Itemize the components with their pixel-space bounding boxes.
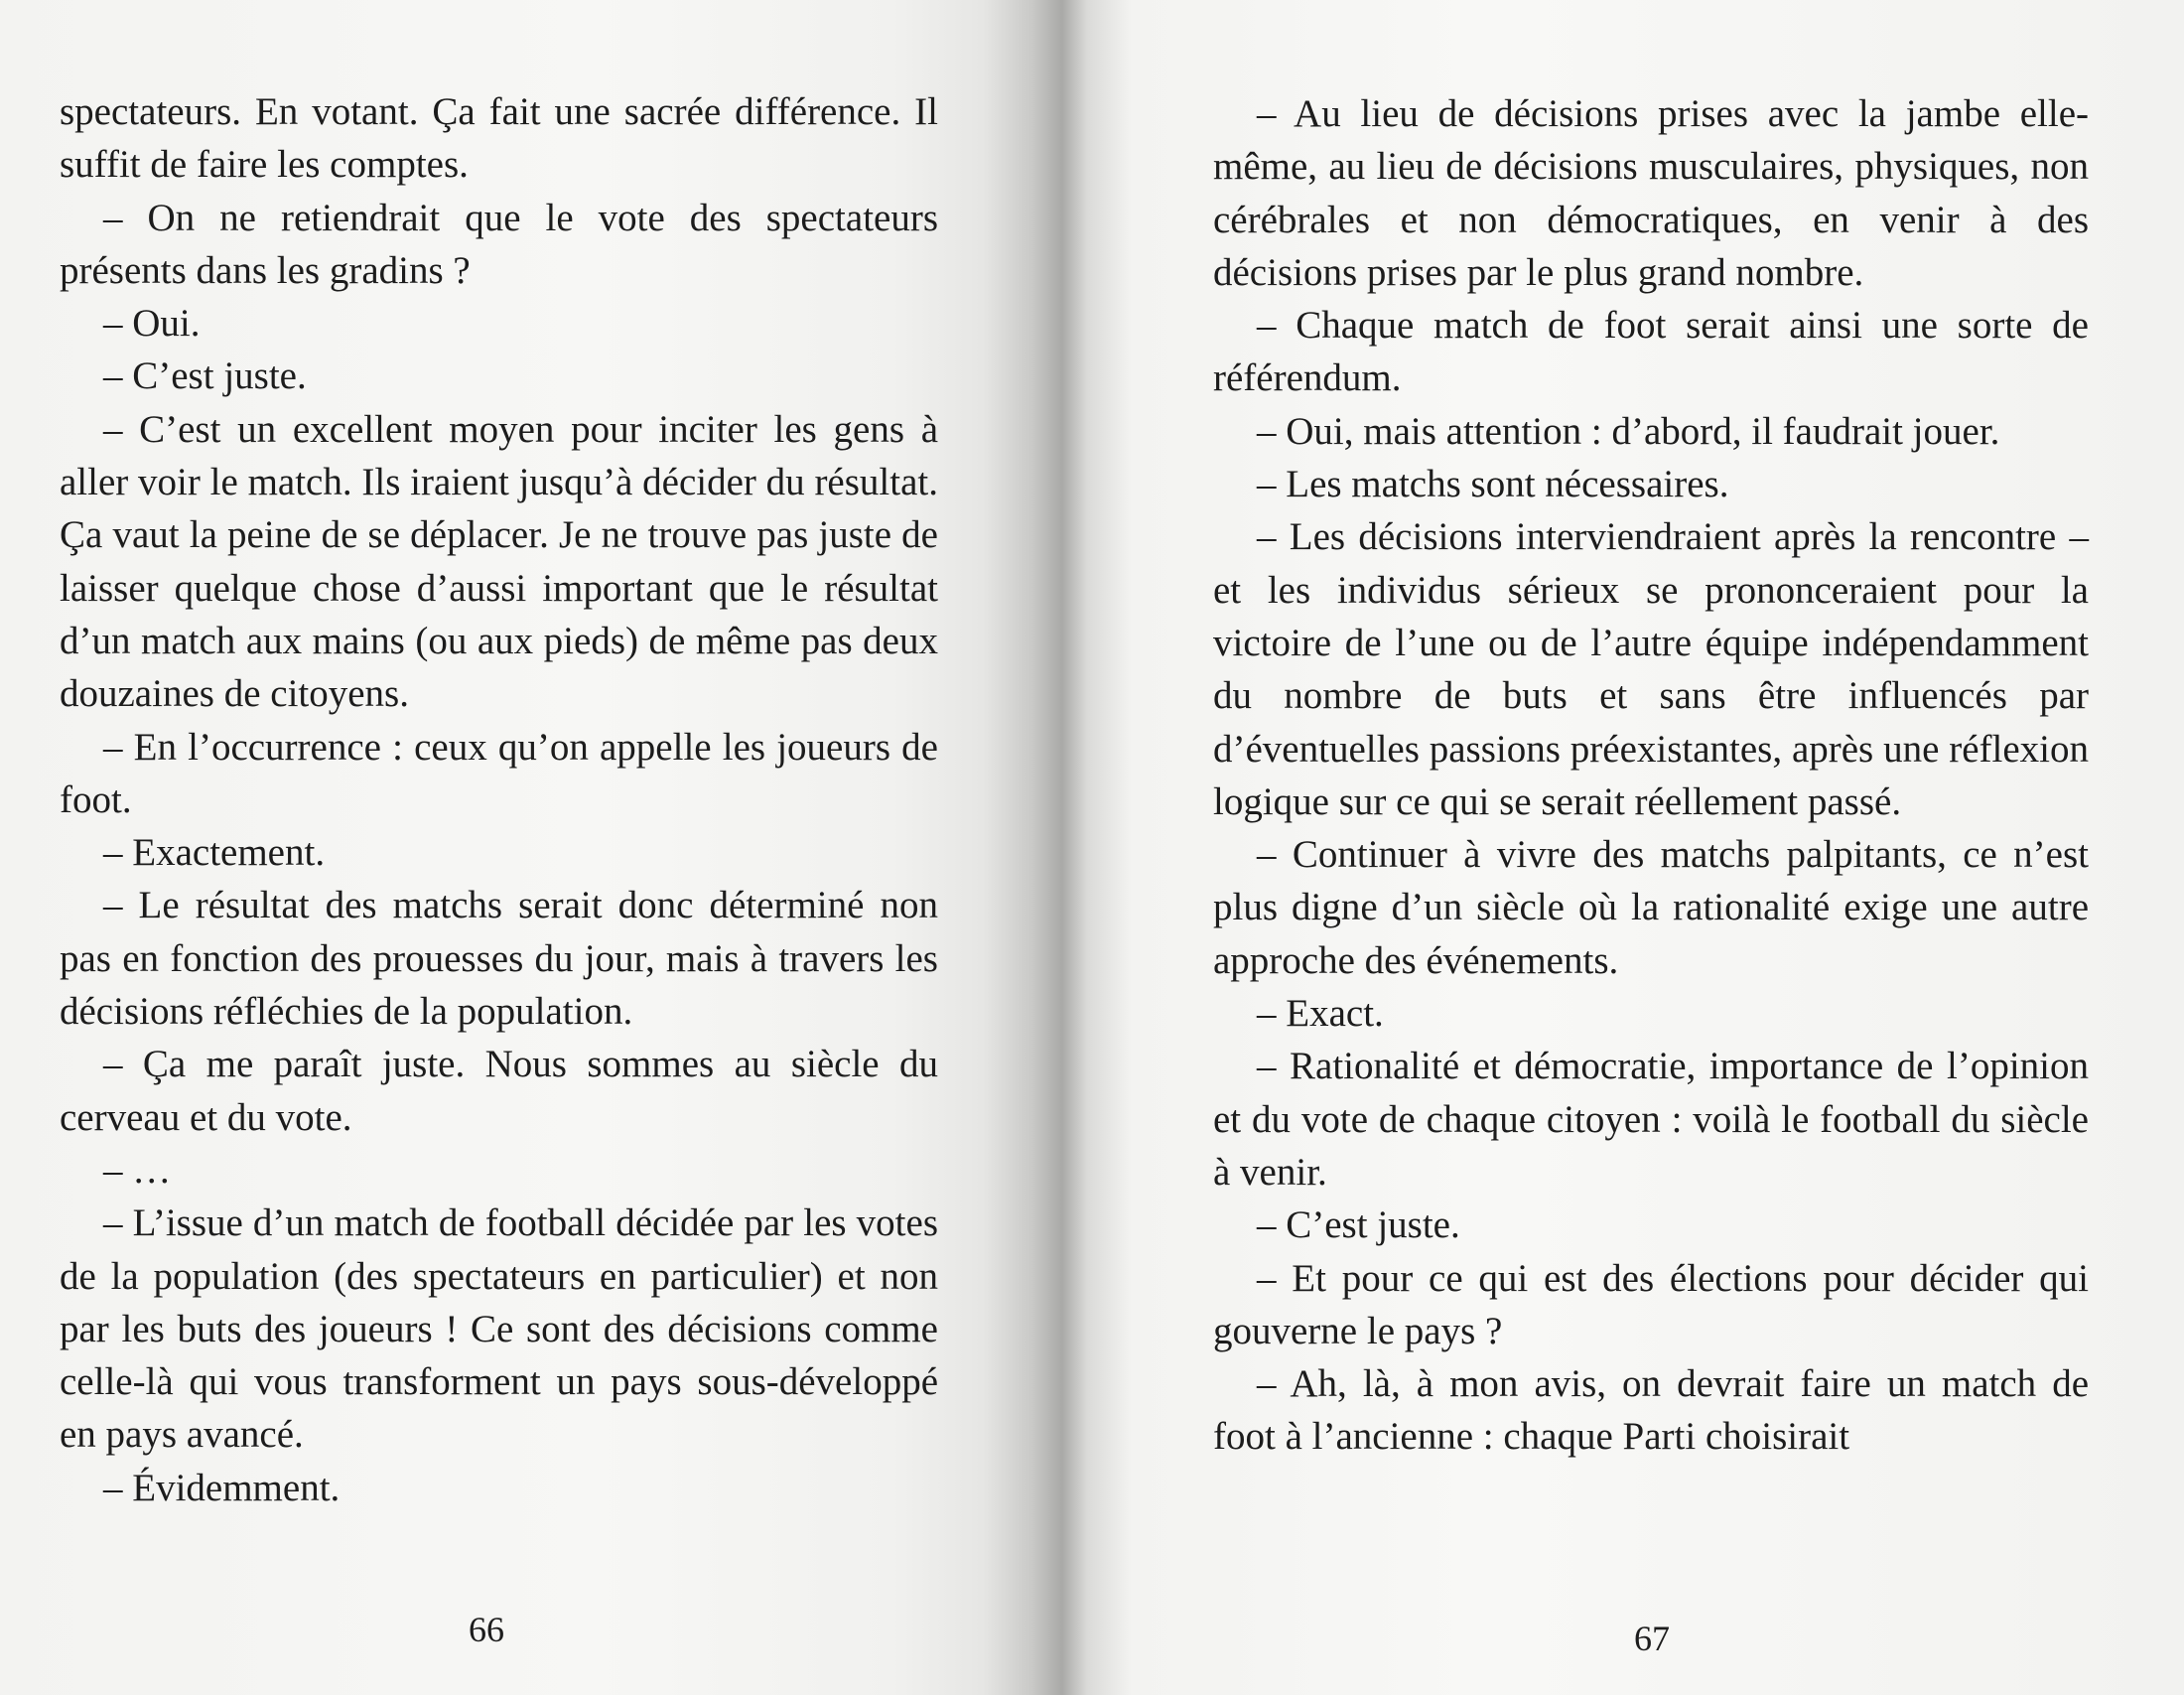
paragraph: – Au lieu de décisions prises avec la jambe elle-même, au lieu de décisions musculaires, physiques, non cérébrales et non démocratiques, en venir à des décisions prises par le plus grand nombre. — [1213, 92, 2089, 294]
paragraph: – Ça me paraît juste. Nous sommes au siècle du cerveau et du vote. — [60, 1043, 938, 1139]
paragraph: – … — [103, 1148, 172, 1192]
left-page-text — [60, 85, 938, 1514]
paragraph: – C’est juste. — [1257, 1203, 1460, 1247]
right-page-text — [1213, 87, 2089, 1464]
paragraph: – L’issue d’un match de football décidée par les votes de la population (des spectateurs en particulier) et non par les buts des joueurs ! Ce sont des décisions comme celle-là qui vous transforment un pays sous-développé en pays avancé. — [60, 1201, 938, 1457]
page-number-left: 66 — [469, 1610, 504, 1649]
page-number-right: 67 — [1634, 1619, 1670, 1658]
paragraph: spectateurs. En votant. Ça fait une sacrée différence. Il suffit de faire les comptes. — [60, 90, 938, 187]
paragraph: – C’est un excellent moyen pour inciter les gens à aller voir le match. Ils iraient jusqu’à décider du résultat. Ça vaut la peine de se déplacer. Je ne trouve pas juste de laisser quelque chose d’aussi important que le résultat d’un match aux mains (ou aux pieds) de même pas deux douzaines de citoyens. — [60, 407, 938, 716]
paragraph: – Le résultat des matchs serait donc déterminé non pas en fonction des prouesses du jour, mais à travers les décisions réfléchies de la population. — [60, 884, 938, 1034]
paragraph: – C’est juste. — [103, 354, 307, 398]
paragraph: – Exactement. — [103, 831, 326, 875]
paragraph: – Ah, là, à mon avis, on devrait faire un match de foot à l’ancienne : chaque Parti choisirait — [1213, 1362, 2089, 1459]
paragraph: – Continuer à vivre des matchs palpitants, ce n’est plus digne d’un siècle où la rationalité exige une autre approche des événements. — [1213, 833, 2089, 982]
paragraph: – Oui. — [103, 302, 201, 346]
paragraph: – Et pour ce qui est des élections pour décider qui gouverne le pays ? — [1213, 1256, 2089, 1352]
paragraph: – Les décisions interviendraient après la rencontre – et les individus sérieux se prononceraient pour la victoire de l’une ou de l’autre équipe indépendamment du nombre de buts et sans être influencés par d’éventuelles passions préexistantes, après une réflexion logique sur ce qui se serait réellement passé. — [1213, 515, 2089, 823]
paragraph: – Oui, mais attention : d’abord, il faudrait jouer. — [1257, 409, 2000, 453]
paragraph: – Évidemment. — [103, 1466, 341, 1509]
paragraph: – Exact. — [1257, 992, 1384, 1036]
paragraph: – Chaque match de foot serait ainsi une sorte de référendum. — [1213, 304, 2089, 400]
paragraph: – Rationalité et démocratie, importance de l’opinion et du vote de chaque citoyen : voilà le football du siècle à venir. — [1213, 1045, 2089, 1194]
paragraph: – Les matchs sont nécessaires. — [1257, 463, 1729, 506]
paragraph: – On ne retiendrait que le vote des spectateurs présents dans les gradins ? — [60, 196, 938, 292]
paragraph: – En l’occurrence : ceux qu’on appelle les joueurs de foot. — [60, 725, 938, 821]
